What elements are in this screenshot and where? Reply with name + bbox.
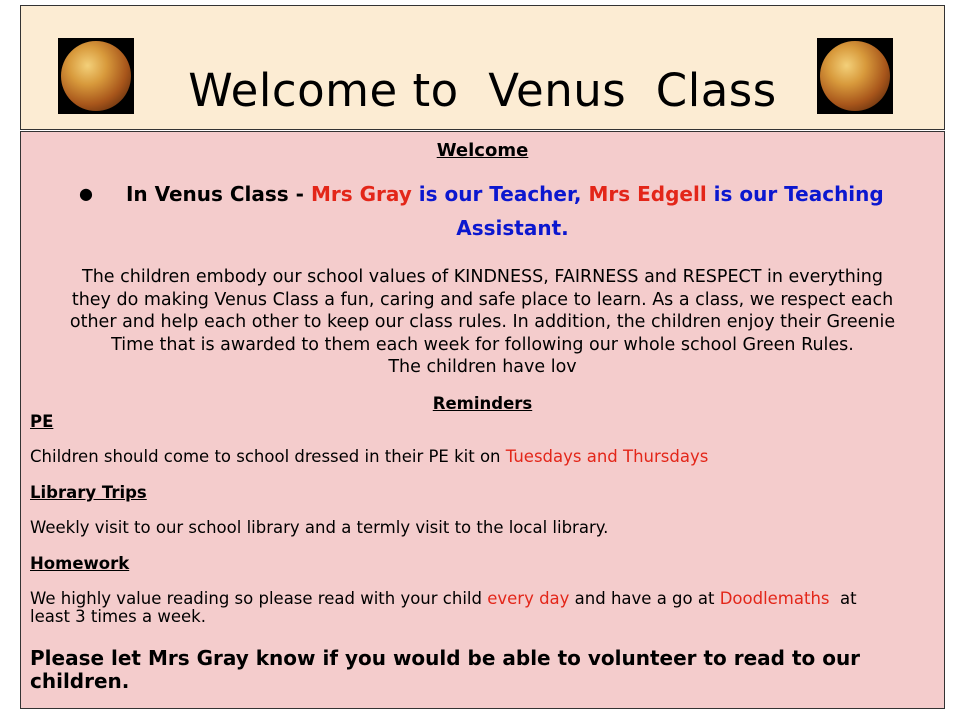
content-panel (20, 131, 945, 709)
volunteer-line1: Please let Mrs Gray know if you would be able to volunteer to read to our (30, 646, 861, 670)
staff-line-part4: Assistant. (456, 216, 569, 240)
library-heading: Library Trips (30, 483, 147, 502)
staff-line-part1: In Venus Class - (125, 182, 311, 206)
venus-planet-image-right (817, 38, 893, 114)
pe-heading: PE (30, 412, 54, 431)
volunteer-notice (30, 647, 932, 693)
homework-text-line2: least 3 times a week. (30, 607, 206, 626)
homework-doodlemaths: Doodlemaths (719, 589, 830, 608)
teacher-name: Mrs Gray (310, 182, 412, 206)
pe-text-main: Children should come to school dressed in their PE kit on (30, 447, 506, 466)
homework-heading: Homework (30, 554, 130, 573)
values-line: Time that is awarded to them each week for following our whole school Green Rules. (111, 334, 854, 355)
venus-planet-icon (820, 41, 890, 111)
header-banner (20, 5, 945, 130)
bullet-icon: ● (79, 184, 93, 203)
staff-bullet (79, 182, 919, 206)
homework-every-day: every day (487, 589, 570, 608)
homework-text-3: at (829, 589, 857, 608)
homework-text-2: and have a go at (569, 589, 720, 608)
staff-line-part3: is our Teaching (706, 182, 884, 206)
page-title: Welcome to Venus Class (188, 64, 777, 117)
values-paragraph (21, 266, 944, 379)
staff-line-part2: is our Teacher, (411, 182, 589, 206)
homework-text-1: We highly value reading so please read with your child (30, 589, 488, 608)
values-line: other and help each other to keep our class rules. In addition, the children enjoy their Greenie (69, 312, 896, 332)
pe-days: Tuesdays and Thursdays (505, 447, 709, 466)
pe-text (30, 447, 932, 466)
ta-name: Mrs Edgell (588, 182, 707, 206)
library-text: Weekly visit to our school library and a termly visit to the local library. (30, 518, 609, 537)
values-line: The children have lov (388, 357, 577, 377)
values-line: they do making Venus Class a fun, caring and safe place to learn. As a class, we respect each (71, 289, 894, 310)
values-line: The children embody our school values of KINDNESS, FAIRNESS and RESPECT in everything (82, 267, 883, 287)
welcome-heading: Welcome (436, 140, 529, 161)
volunteer-line2: children. (30, 669, 130, 693)
reminders-heading: Reminders (432, 394, 533, 413)
homework-text (30, 590, 932, 626)
